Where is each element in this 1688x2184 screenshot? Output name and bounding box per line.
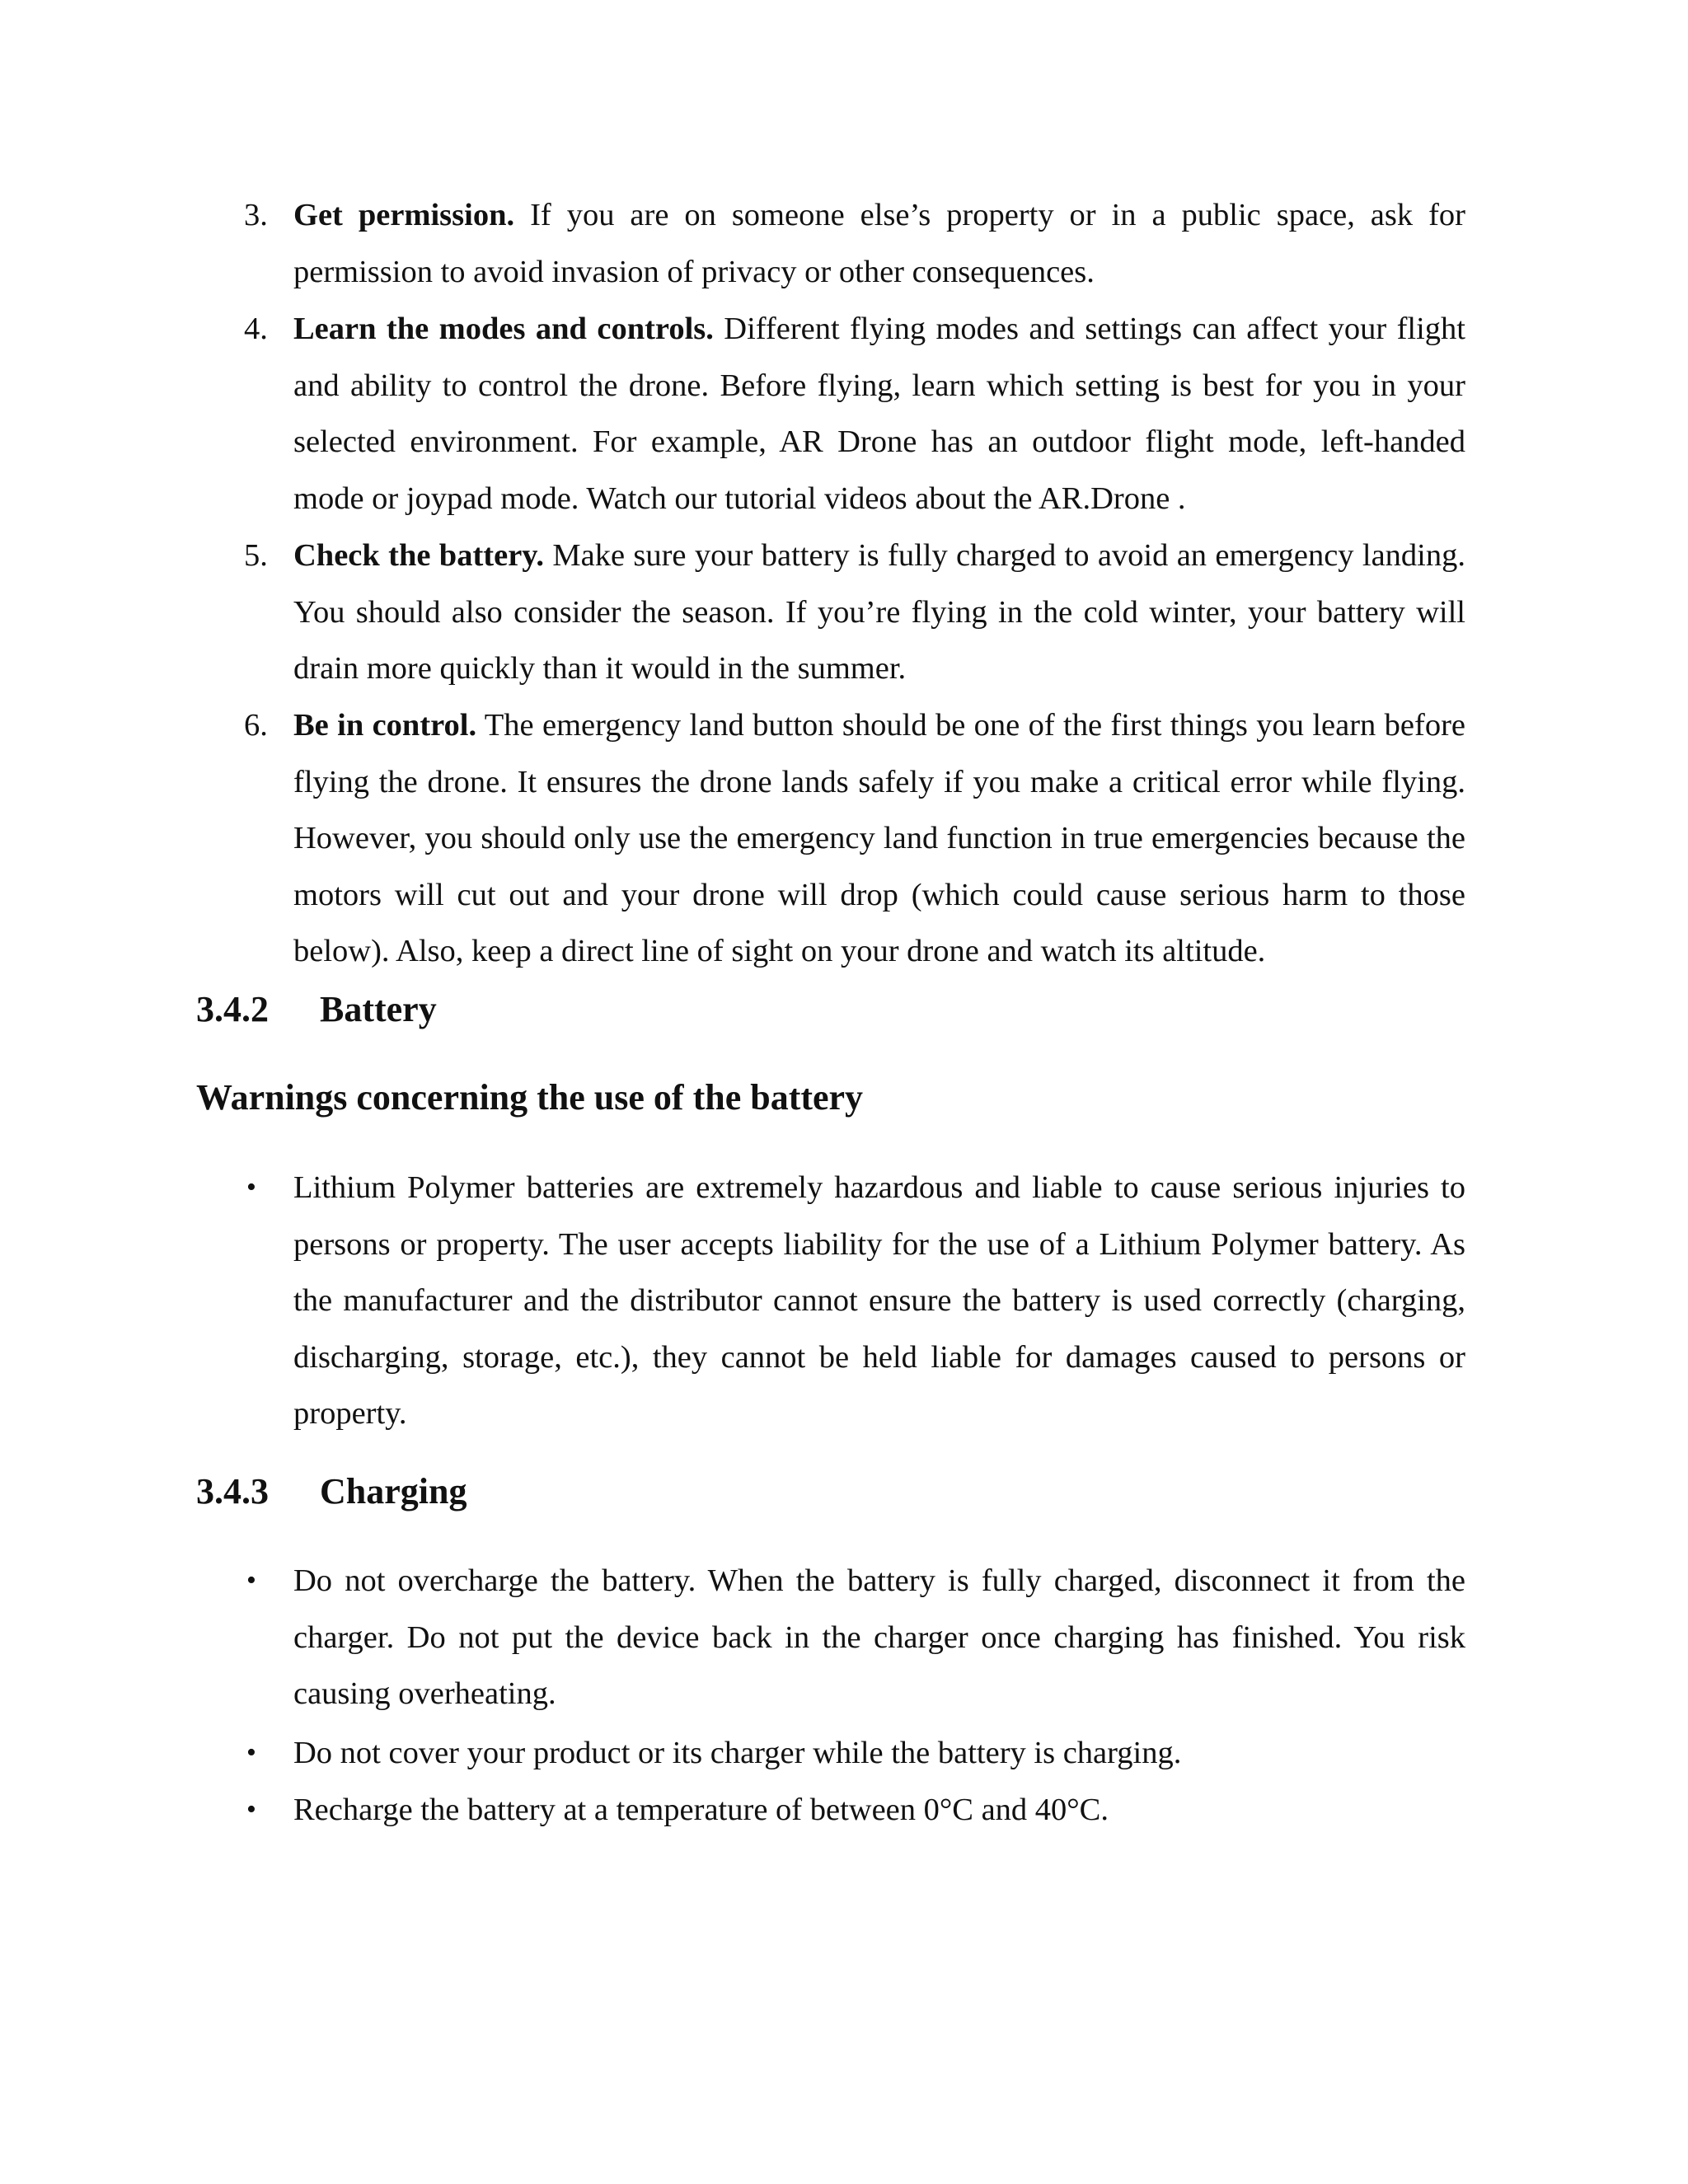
section-number: 3.4.3 bbox=[196, 1471, 269, 1511]
item-title: Learn the modes and controls. bbox=[293, 312, 714, 346]
item-body bbox=[293, 301, 1465, 527]
bullet-text: Do not cover your product or its charger while the battery is charging. bbox=[293, 1736, 1182, 1770]
item-number: 3. bbox=[244, 198, 268, 232]
section-heading-charging bbox=[196, 1467, 467, 1516]
item-number: 5. bbox=[244, 538, 268, 573]
bullet-icon: • bbox=[246, 1737, 256, 1768]
item-title: Check the battery. bbox=[293, 538, 545, 573]
bullet-text: Do not overcharge the battery. When the battery is fully charged, disconnect it from the charger. Do not put the device back in the charger once charging has finished. You risk causing overheating. bbox=[293, 1563, 1465, 1712]
section-title: Charging bbox=[320, 1471, 467, 1511]
bullet-icon: • bbox=[246, 1794, 256, 1825]
subheading-battery-warnings: Warnings concerning the use of the battery bbox=[196, 1077, 864, 1118]
section-heading-battery bbox=[196, 985, 437, 1034]
bullet-icon: • bbox=[246, 1565, 256, 1596]
bullet-text: Recharge the battery at a temperature of between 0°C and 40°C. bbox=[293, 1793, 1109, 1827]
item-title: Get permission. bbox=[293, 198, 515, 232]
item-text: Make sure your battery is fully charged to avoid an emergency landing. You should also consider the season. If you’re flying in the cold winter, your battery will drain more quickly than it would in the summer. bbox=[293, 538, 1465, 687]
section-title: Battery bbox=[320, 989, 437, 1029]
section-number: 3.4.2 bbox=[196, 989, 269, 1029]
bullet-icon: • bbox=[246, 1172, 256, 1202]
item-text: If you are on someone else’s property or in a public space, ask for permission to avoid invasion of privacy or other consequences. bbox=[293, 198, 1465, 289]
item-number: 6. bbox=[244, 708, 268, 743]
item-body bbox=[293, 697, 1465, 980]
item-title: Be in control. bbox=[293, 708, 477, 743]
item-text: The emergency land button should be one of the first things you learn before flying the drone. It ensures the drone lands safely if you make a critical error while flying. However, you should only use the emergency land function in true emergencies because the motors will cut out and your drone will drop (which could cause serious harm to those below). Also, keep a direct line of sight on your drone and watch its altitude. bbox=[293, 708, 1465, 969]
item-body bbox=[293, 527, 1465, 697]
item-number: 4. bbox=[244, 312, 268, 346]
bullet-text: Lithium Polymer batteries are extremely hazardous and liable to cause serious injuries to persons or property. The user accepts liability for the use of a Lithium Polymer battery. As the manufacturer and the distributor cannot ensure the battery is used correctly (charging, discharging, storage, etc.), they cannot be held liable for damages caused to persons or property. bbox=[293, 1170, 1465, 1432]
item-text: Different flying modes and settings can affect your flight and ability to control the drone. Before flying, learn which setting is best for you in your selected environment. For example, AR Drone has an outdoor flight mode, left-handed mode or joypad mode. Watch our tutorial videos about the AR.Drone . bbox=[293, 312, 1466, 516]
item-body bbox=[293, 187, 1465, 300]
